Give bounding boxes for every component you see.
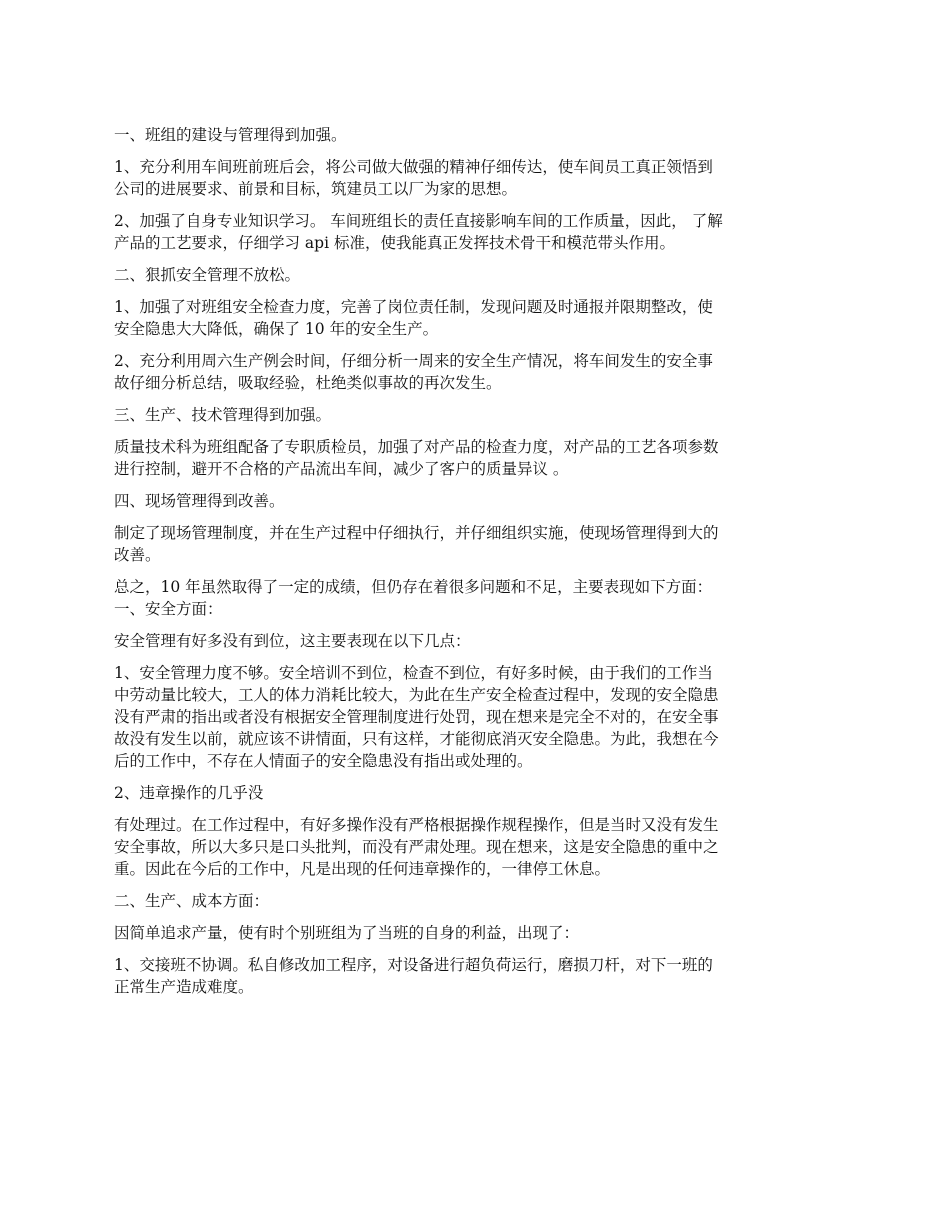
paragraph — [114, 922, 840, 944]
paragraph — [114, 124, 840, 146]
text-line: 二、生产、成本方面： — [114, 892, 270, 910]
text-line: 安全管理有好多没有到位，这主要表现在以下几点： — [114, 632, 471, 650]
text-line: 三、生产、技术管理得到加强。 — [114, 406, 332, 424]
text-line: 质量技术科为班组配备了专职质检员，加强了对产品的检查力度，对产品的工艺各项参数 — [114, 438, 719, 456]
text-line: 总之，10 年虽然取得了一定的成绩，但仍存在着很多问题和不足，主要表现如下方面： — [114, 578, 713, 596]
text-line: 产品的工艺要求，仔细学习 api 标准，使我能真正发挥技术骨干和模范带头作用。 — [114, 234, 675, 252]
text-line: 2、充分利用周六生产例会时间，仔细分析一周来的安全生产情况，将车间发生的安全事 — [114, 352, 713, 370]
text-line: 正常生产造成难度。 — [114, 978, 254, 996]
text-line: 1、加强了对班组安全检查力度，完善了岗位责任制，发现问题及时通报并限期整改，使 — [114, 298, 713, 316]
paragraph — [114, 630, 840, 652]
paragraph — [114, 296, 840, 340]
text-line: 1、安全管理力度不够。安全培训不到位，检查不到位，有好多时候，由于我们的工作当 — [114, 664, 713, 682]
paragraph — [114, 522, 840, 566]
text-line: 中劳动量比较大，工人的体力消耗比较大，为此在生产安全检查过程中，发现的安全隐患 — [114, 686, 719, 704]
document-body — [114, 124, 840, 1008]
text-line: 安全隐患大大降低，确保了 10 年的安全生产。 — [114, 320, 439, 338]
paragraph — [114, 954, 840, 998]
text-line: 故没有发生以前，就应该不讲情面，只有这样，才能彻底消灭安全隐患。为此，我想在今 — [114, 730, 719, 748]
paragraph — [114, 156, 840, 200]
paragraph — [114, 404, 840, 426]
text-line: 2、违章操作的几乎没 — [114, 784, 264, 802]
text-line: 1、充分利用车间班前班后会，将公司做大做强的精神仔细传达，使车间员工真正领悟到 — [114, 158, 713, 176]
paragraph — [114, 662, 840, 772]
text-line: 没有严肃的指出或者没有根据安全管理制度进行处罚，现在想来是完全不对的，在安全事 — [114, 708, 719, 726]
text-line: 一、安全方面： — [114, 600, 223, 618]
paragraph — [114, 210, 840, 254]
paragraph — [114, 576, 840, 620]
text-line: 有处理过。在工作过程中，有好多操作没有严格根据操作规程操作，但是当时又没有发生 — [114, 816, 719, 834]
text-line: 2、加强了自身专业知识学习。 车间班组长的责任直接影响车间的工作质量，因此， 了解 — [114, 212, 723, 230]
text-line: 四、现场管理得到改善。 — [114, 492, 285, 510]
text-line: 1、交接班不协调。私自修改加工程序，对设备进行超负荷运行，磨损刀杆，对下一班的 — [114, 956, 713, 974]
text-line: 重。因此在今后的工作中，凡是出现的任何违章操作的，一律停工休息。 — [114, 860, 611, 878]
paragraph — [114, 436, 840, 480]
text-line: 因简单追求产量，使有时个别班组为了当班的自身的利益，出现了： — [114, 924, 580, 942]
paragraph — [114, 890, 840, 912]
text-line: 公司的进展要求、前景和目标，筑建员工以厂为家的思想。 — [114, 180, 518, 198]
text-line: 故仔细分析总结，吸取经验，杜绝类似事故的再次发生。 — [114, 374, 502, 392]
text-line: 一、班组的建设与管理得到加强。 — [114, 126, 347, 144]
paragraph — [114, 350, 840, 394]
text-line: 制定了现场管理制度，并在生产过程中仔细执行，并仔细组织实施，使现场管理得到大的 — [114, 524, 719, 542]
paragraph — [114, 490, 840, 512]
text-line: 改善。 — [114, 546, 161, 564]
text-line: 安全事故，所以大多只是口头批判，而没有严肃处理。现在想来，这是安全隐患的重中之 — [114, 838, 719, 856]
paragraph — [114, 264, 840, 286]
paragraph — [114, 782, 840, 804]
text-line: 后的工作中，不存在人情面子的安全隐患没有指出或处理的。 — [114, 752, 533, 770]
text-line: 进行控制，避开不合格的产品流出车间，减少了客户的质量异议 。 — [114, 460, 569, 478]
text-line: 二、狠抓安全管理不放松。 — [114, 266, 301, 284]
paragraph — [114, 814, 840, 880]
